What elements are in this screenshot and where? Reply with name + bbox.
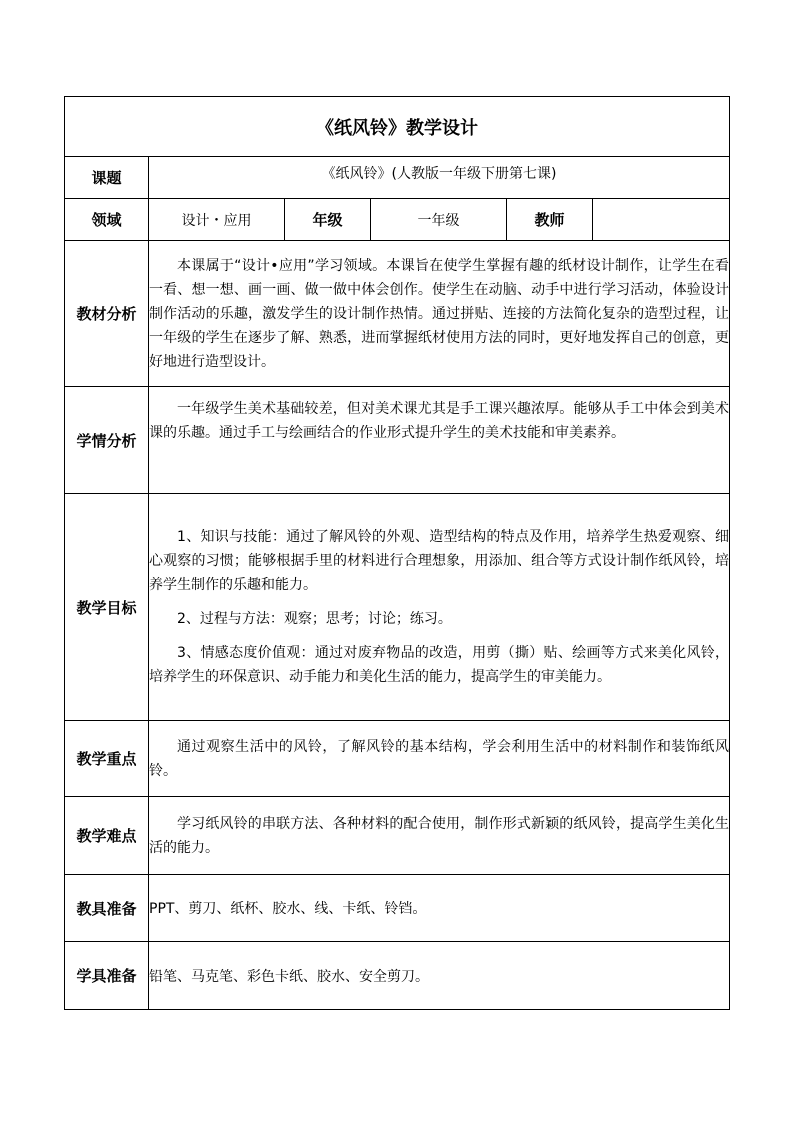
learner-analysis-row (65, 387, 730, 494)
objective-item: 1、知识与技能：通过了解风铃的外观、造型结构的特点及作用，培养学生热爱观察、细心观察的习惯；能够根据手里的材料进行合理想象，用添加、组合等方式设计制作纸风铃，培养学生制作的乐趣和能力。 (149, 529, 730, 593)
student-tools-label: 学具准备 (65, 942, 149, 1010)
teacher-label: 教师 (507, 199, 593, 241)
objectives-content (149, 494, 730, 721)
key-points-label: 教学重点 (65, 721, 149, 797)
teacher-tools-label: 教具准备 (65, 875, 149, 942)
topic-value: 《纸风铃》(人教版一年级下册第七课) (149, 157, 730, 199)
difficulties-label: 教学难点 (65, 797, 149, 875)
grade-label: 年级 (285, 199, 371, 241)
domain-label: 领域 (65, 199, 149, 241)
domain-row (65, 199, 730, 241)
title-row (65, 97, 730, 157)
objectives-row (65, 494, 730, 721)
student-tools-row (65, 942, 730, 1010)
objectives-label: 教学目标 (65, 494, 149, 721)
topic-label: 课题 (65, 157, 149, 199)
domain-value: 设计・应用 (149, 199, 285, 241)
student-tools-text: 铅笔、马克笔、彩色卡纸、胶水、安全剪刀。 (149, 942, 730, 1010)
material-analysis-label: 教材分析 (65, 241, 149, 387)
grade-value: 一年级 (371, 199, 507, 241)
difficulties-text: 学习纸风铃的串联方法、各种材料的配合使用，制作形式新颖的纸风铃，提高学生美化生活的能力。 (149, 797, 730, 875)
learner-analysis-label: 学情分析 (65, 387, 149, 494)
lesson-plan-table (64, 96, 730, 1010)
learner-analysis-text: 一年级学生美术基础较差，但对美术课尤其是手工课兴趣浓厚。能够从手工中体会到美术课的乐趣。通过手工与绘画结合的作业形式提升学生的美术技能和审美素养。 (149, 387, 730, 494)
document-title: 《纸风铃》教学设计 (65, 97, 730, 157)
objective-item: 2、过程与方法：观察；思考；讨论；练习。 (177, 611, 452, 627)
teacher-tools-row (65, 875, 730, 942)
material-analysis-row (65, 241, 730, 387)
difficulties-row (65, 797, 730, 875)
topic-row (65, 157, 730, 199)
teacher-value (593, 199, 730, 241)
teacher-tools-text: PPT、剪刀、纸杯、胶水、线、卡纸、铃铛。 (149, 875, 730, 942)
objective-item: 3、情感态度价值观：通过对废弃物品的改造，用剪（撕）贴、绘画等方式来美化风铃，培养学生的环保意识、动手能力和美化生活的能力，提高学生的审美能力。 (149, 645, 730, 685)
key-points-text: 通过观察生活中的风铃，了解风铃的基本结构，学会利用生活中的材料制作和装饰纸风铃。 (149, 721, 730, 797)
key-points-row (65, 721, 730, 797)
material-analysis-text: 本课属于“设计•应用”学习领域。本课旨在使学生掌握有趣的纸材设计制作，让学生在看一看、想一想、画一画、做一做中体会创作。使学生在动脑、动手中进行学习活动，体验设计制作活动的乐趣，激发学生的设计制作热情。通过拼贴、连接的方法简化复杂的造型过程，让一年级的学生在逐步了解、熟悉，进而掌握纸材使用方法的同时，更好地发挥自己的创意，更好地进行造型设计。 (149, 241, 730, 387)
